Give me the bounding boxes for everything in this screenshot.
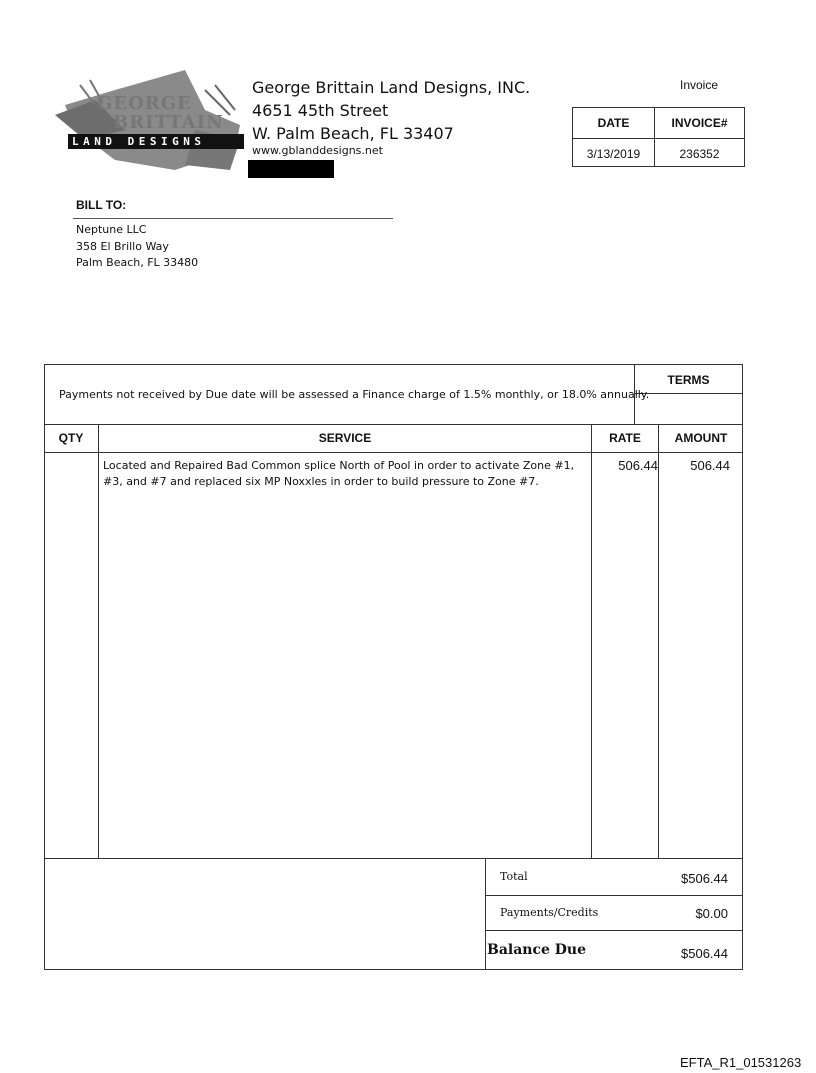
row-service-description: Located and Repaired Bad Common splice North of Pool in order to activate Zone #1, #3, and #7 and replaced six MP Noxxles in order to build pressure to Zone #7.	[103, 459, 575, 488]
logo-land-designs-bar: LAND DESIGNS	[68, 134, 244, 149]
date-header: DATE	[597, 116, 630, 130]
total-label: Total	[500, 870, 528, 883]
finance-charge-notice: Payments not received by Due date will be assessed a Finance charge of 1.5% monthly, or 18.0% annually.	[59, 388, 650, 401]
invoice-number: 236352	[679, 147, 720, 161]
terms-row-divider	[634, 393, 743, 394]
invoice-main-table	[44, 364, 743, 970]
row-rate: 506.44	[618, 458, 658, 473]
document-title: Invoice	[680, 78, 719, 92]
company-name: George Brittain Land Designs, INC.	[252, 78, 531, 97]
bill-to-line: 358 El Brillo Way	[76, 240, 169, 253]
bill-to-line: Neptune LLC	[76, 223, 147, 236]
balance-due-label: Balance Due	[487, 942, 587, 958]
company-street: 4651 45th Street	[252, 101, 389, 120]
rate-header: RATE	[609, 431, 641, 445]
items-bottom-rule	[44, 858, 743, 859]
totals-left-divider	[485, 858, 486, 970]
qty-header: QTY	[58, 431, 84, 445]
totals-row-divider	[485, 895, 743, 896]
terms-header: TERMS	[667, 373, 710, 387]
row-amount: 506.44	[690, 458, 730, 473]
totals-row-divider	[485, 930, 743, 931]
total-value: $506.44	[681, 871, 728, 886]
bill-to-label: BILL TO:	[76, 198, 127, 212]
document-id: EFTA_R1_01531263	[680, 1055, 802, 1070]
service-header: SERVICE	[318, 431, 372, 445]
company-city: W. Palm Beach, FL 33407	[252, 124, 454, 143]
logo-word-george: GEORGE	[97, 93, 192, 114]
invoice-header-table	[572, 107, 745, 167]
bill-to-line: Palm Beach, FL 33480	[76, 256, 199, 269]
rate-column-divider	[658, 424, 659, 859]
header-bottom-rule	[44, 452, 743, 453]
amount-header: AMOUNT	[674, 431, 728, 445]
payments-credits-label: Payments/Credits	[500, 906, 599, 919]
payments-credits-value: $0.00	[695, 906, 728, 921]
invoice-date: 3/13/2019	[586, 147, 641, 161]
redaction-block	[248, 160, 334, 178]
invoice-number-header: INVOICE#	[671, 116, 728, 130]
bill-to-rule	[73, 218, 393, 219]
header-row-divider	[573, 138, 744, 139]
qty-column-divider	[98, 424, 99, 859]
header-top-rule	[44, 424, 743, 425]
logo-word-brittain: BRITTAIN	[113, 112, 224, 133]
company-website: www.gblanddesigns.net	[252, 144, 383, 157]
balance-due-value: $506.44	[681, 946, 728, 961]
